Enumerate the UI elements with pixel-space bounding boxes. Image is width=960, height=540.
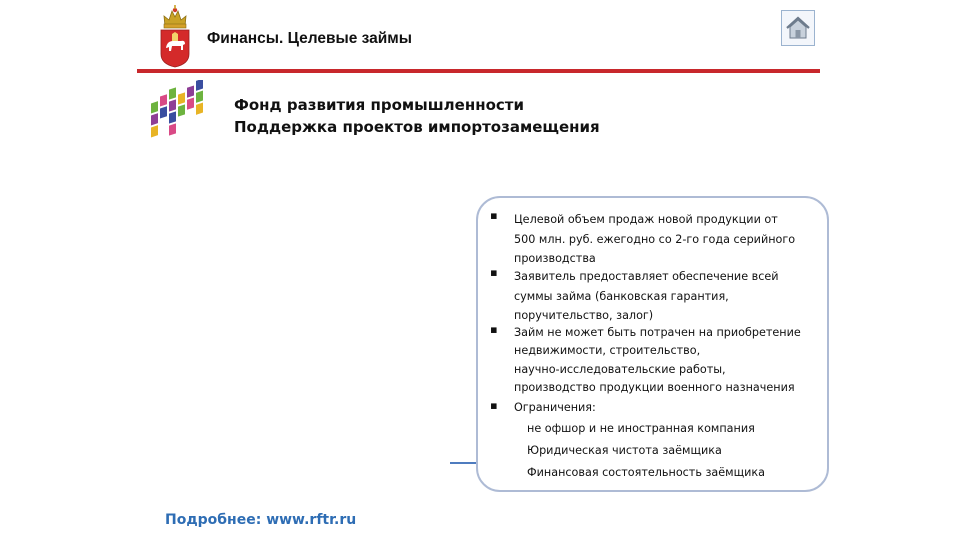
home-icon bbox=[785, 15, 811, 41]
frp-logo-icon bbox=[137, 80, 221, 150]
home-button[interactable] bbox=[781, 10, 815, 46]
bullet-icon: ▪ bbox=[490, 209, 498, 222]
restriction-item: не офшор и не иностранная компания bbox=[527, 422, 755, 435]
condition-item: Целевой объем продаж новой продукции от 500 млн. руб. ежегодно со 2-го года серийного производства bbox=[514, 213, 796, 265]
header-divider bbox=[137, 69, 820, 73]
more-info-link[interactable]: Подробнее: www.rftr.ru bbox=[165, 512, 357, 528]
perm-coat-of-arms-icon bbox=[158, 4, 192, 68]
restriction-item: Юридическая чистота заёмщика bbox=[527, 444, 722, 457]
condition-item: Ограничения: bbox=[514, 401, 596, 414]
condition-item: Заявитель предоставляет обеспечение всей суммы займа (банковская гарантия, поручительство, залог) bbox=[514, 270, 779, 322]
page-title: Финансы. Целевые займы bbox=[207, 30, 413, 47]
callout-connector bbox=[450, 462, 478, 464]
fund-name: Фонд развития промышленности bbox=[234, 96, 524, 114]
restriction-item: Финансовая состоятельность заёмщика bbox=[527, 466, 766, 479]
fund-program: Поддержка проектов импортозамещения bbox=[234, 118, 600, 136]
condition-item: Займ не может быть потрачен на приобретение недвижимости, строительство, научно-исследовательские работы, производство продукции военного назначения bbox=[514, 326, 801, 394]
fund-title bbox=[234, 94, 600, 138]
bullet-icon: ▪ bbox=[490, 266, 498, 279]
bullet-icon: ▪ bbox=[490, 399, 498, 412]
bullet-icon: ▪ bbox=[490, 323, 498, 336]
